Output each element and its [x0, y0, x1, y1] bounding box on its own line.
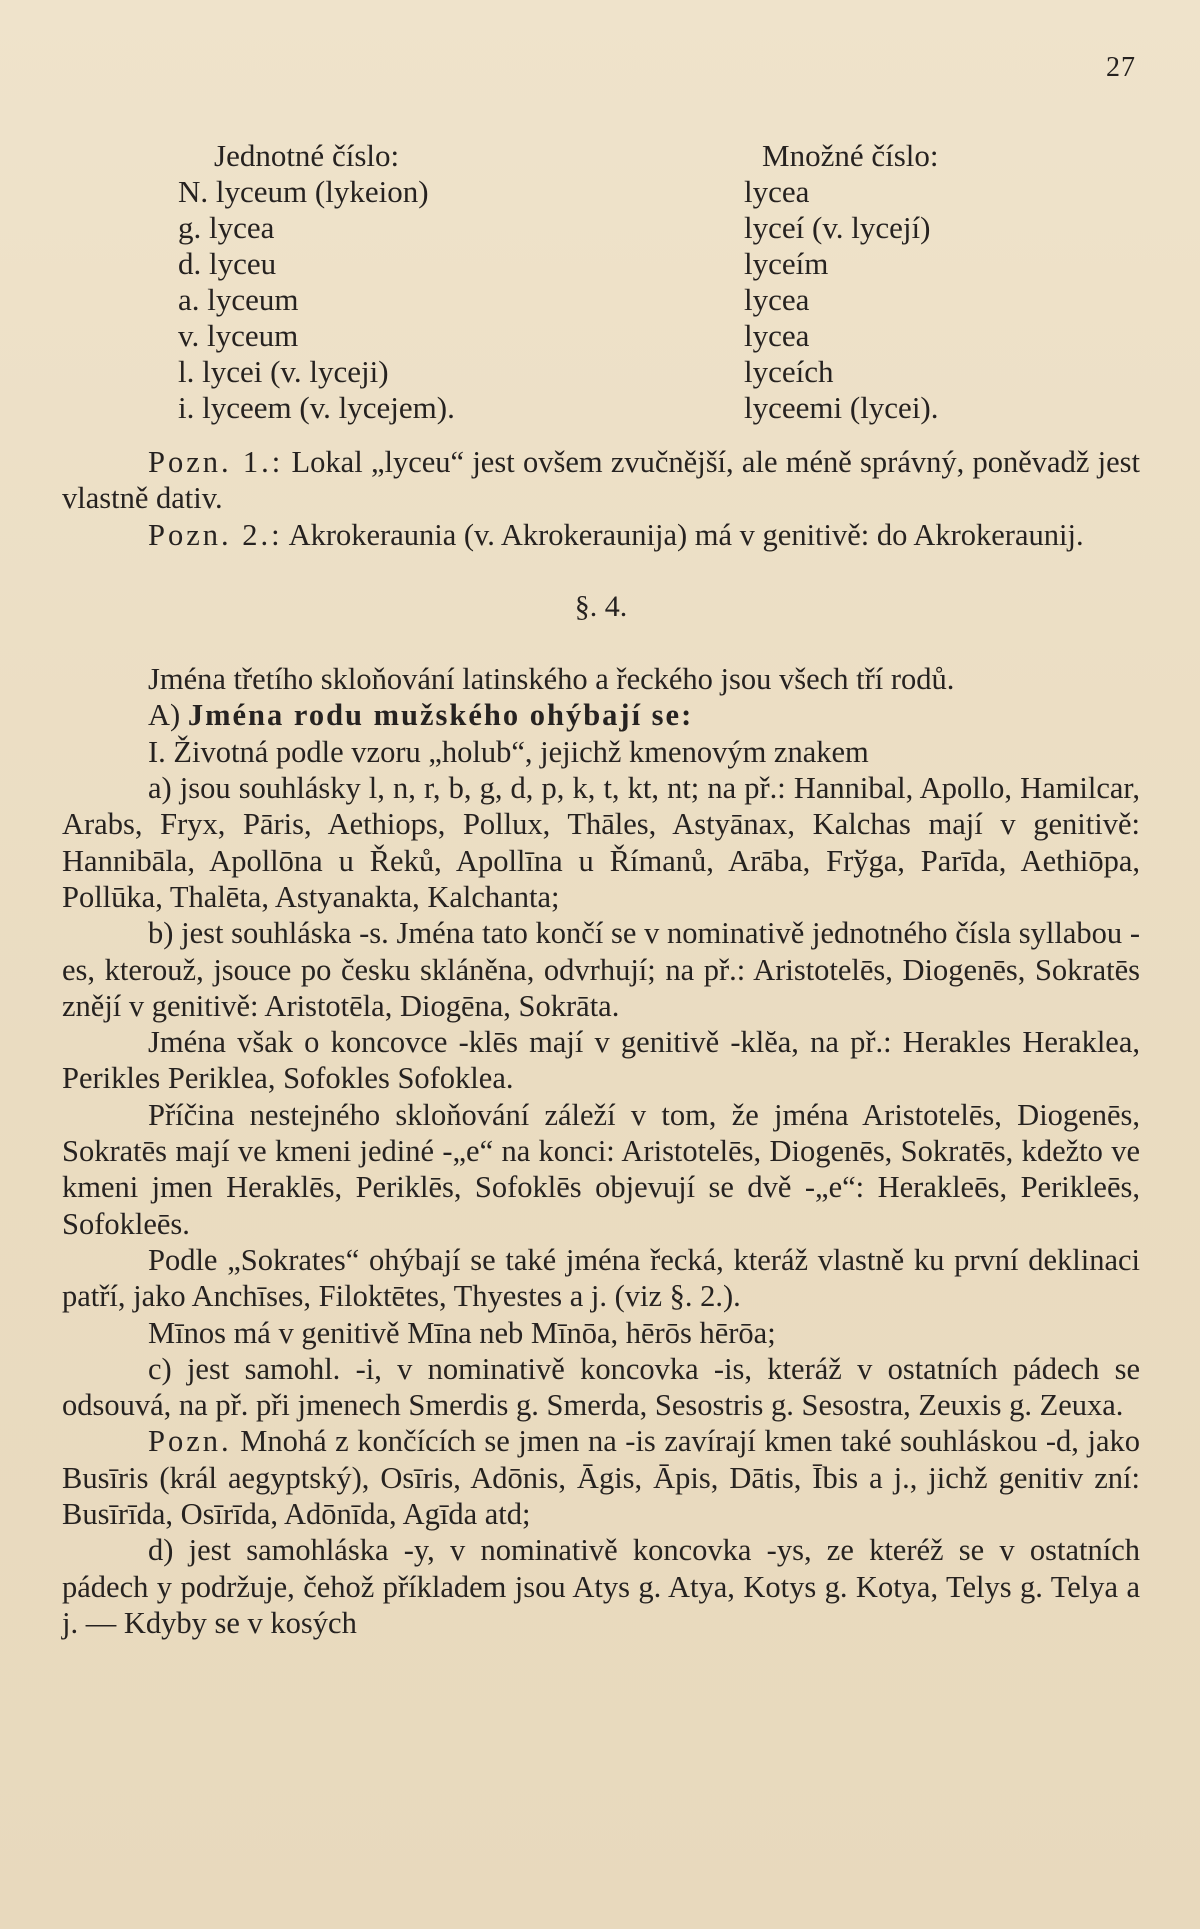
- declension-row: [0, 354, 1200, 390]
- section-number: §. 4.: [574, 589, 628, 623]
- item-b: b) jest souhláska -s. Jména tato končí se v nominativě jednotného čísla syllabou -es, kterouž, jsouce po česku skláněna, odvrhují; na př.: Aristotelēs, Diogenēs, Sokratēs znějí v genitivě: Aristotēla, Diogēna, Sokrāta.: [62, 916, 1140, 1023]
- paragraph-podle: Podle „Sokrates“ ohýbají se také jména řecká, kteráž vlastně ku první deklinaci patří, jako Anchīses, Filoktētes, Thyestes a j. (viz §. 2.).: [62, 1242, 1140, 1314]
- singular-header: Jednotné číslo:: [214, 138, 400, 173]
- declension-row: [0, 390, 1200, 426]
- item-d: d) jest samohláska -y, v nominativě koncovka -ys, ze kteréž se v ostatních pádech y podržuje, čehož příkladem jsou Atys g. Atya, Kotys g. Kotya, Telys g. Telya a j. — Kdyby se v kosých: [62, 1533, 1140, 1640]
- declension-row: [0, 282, 1200, 318]
- note-3: [62, 1423, 1140, 1532]
- declension-row: [0, 210, 1200, 246]
- plural-form: lycea: [744, 318, 810, 353]
- paragraph-pricina: Příčina nestejného skloňování záleží v tom, že jména Aristotelēs, Diogenēs, Sokratēs mají ve kmeni jediné -„e“ na konci: Aristotelēs, Diogenēs, Sokratēs, kdežto ve kmeni jmen Heraklēs, Periklēs, Sofoklēs objevují se dvě -„e“: Herakleēs, Perikleēs, Sofokleēs.: [62, 1097, 1140, 1241]
- note-1: [62, 444, 1140, 517]
- plural-header: Množné číslo:: [762, 138, 939, 173]
- singular-form: d. lyceu: [178, 246, 277, 281]
- declension-row: [0, 174, 1200, 210]
- section-intro: Jména třetího skloňování latinského a řeckého jsou všech tří rodů.: [148, 662, 955, 697]
- declension-row: [0, 318, 1200, 354]
- paragraph-minos: Mīnos má v genitivě Mīna neb Mīnōa, hērōs hērōa;: [148, 1315, 776, 1350]
- section-heading: [62, 697, 1140, 733]
- page-number: 27: [1106, 52, 1136, 83]
- paragraph-kles: Jména však o koncovce -klēs mají v genitivě -klĕa, na př.: Herakles Heraklea, Perikles Periklea, Sofokles Sofoklea.: [62, 1025, 1140, 1096]
- plural-form: lycea: [744, 282, 810, 317]
- singular-form: N. lyceum (lykeion): [178, 174, 429, 209]
- item-a: a) jsou souhlásky l, n, r, b, g, d, p, k, t, kt, nt; na př.: Hannibal, Apollo, Hamilcar, Arabs, Fryx, Pāris, Aethiops, Pollux, Thāles, Astyānax, Kalchas mají v genitivě: Hannibāla, Apollōna u Řeků, Apollīna u Římanů, Arāba, Frўga, Parīda, Aethiōpa, Pollūka, Thalēta, Astyanakta, Kalchanta;: [62, 771, 1140, 914]
- singular-form: i. lyceem (v. lycejem).: [178, 390, 455, 425]
- plural-form: lycea: [744, 174, 810, 209]
- plural-form: lyceích: [744, 354, 834, 389]
- declension-row: [0, 246, 1200, 282]
- item-c: c) jest samohl. -i, v nominativě koncovka -is, kteráž v ostatních pádech se odsouvá, na př. při jmenech Smerdis g. Smerda, Sesostris g. Sesostra, Zeuxis g. Zeuxa.: [62, 1351, 1140, 1423]
- singular-form: v. lyceum: [178, 318, 299, 353]
- singular-form: g. lycea: [178, 210, 275, 245]
- declension-header-row: [0, 138, 1200, 174]
- note-3-text: Mnohá z končících se jmen na -is zavírají kmen také souhláskou -d, jako Busīris (král aegyptský), Osīris, Adōnis, Āgis, Āpis, Dātis, Ībis a j., jichž genitiv zní: Busīrīda, Osīrīda, Adōnīda, Agīda atd;: [62, 1424, 1141, 1532]
- declension-table: [0, 138, 1200, 426]
- note-2-label: Pozn. 2.:: [148, 517, 283, 552]
- heading-prefix: A): [148, 698, 181, 733]
- plural-form: lyceí (v. lycejí): [744, 210, 931, 245]
- plural-form: lyceím: [744, 246, 829, 281]
- note-1-text: Lokal „lyceu“ jest ovšem zvučnější, ale méně správný, poněvadž jest vlastně dativ.: [62, 445, 1141, 516]
- item-I: I. Životná podle vzoru „holub“, jejichž kmenovým znakem: [148, 734, 869, 769]
- singular-form: a. lyceum: [178, 282, 299, 317]
- note-3-label: Pozn.: [148, 1424, 232, 1459]
- note-2-text: Akrokeraunia (v. Akrokeraunija) má v genitivě: do Akrokeraunij.: [288, 517, 1084, 552]
- page-body: [62, 444, 1140, 1641]
- note-1-label: Pozn. 1.:: [148, 445, 284, 479]
- note-2: [62, 517, 1140, 553]
- singular-form: l. lycei (v. lyceji): [178, 354, 389, 389]
- plural-form: lyceemi (lycei).: [744, 390, 939, 425]
- heading-text: Jména rodu mužského ohýbají se:: [187, 698, 694, 733]
